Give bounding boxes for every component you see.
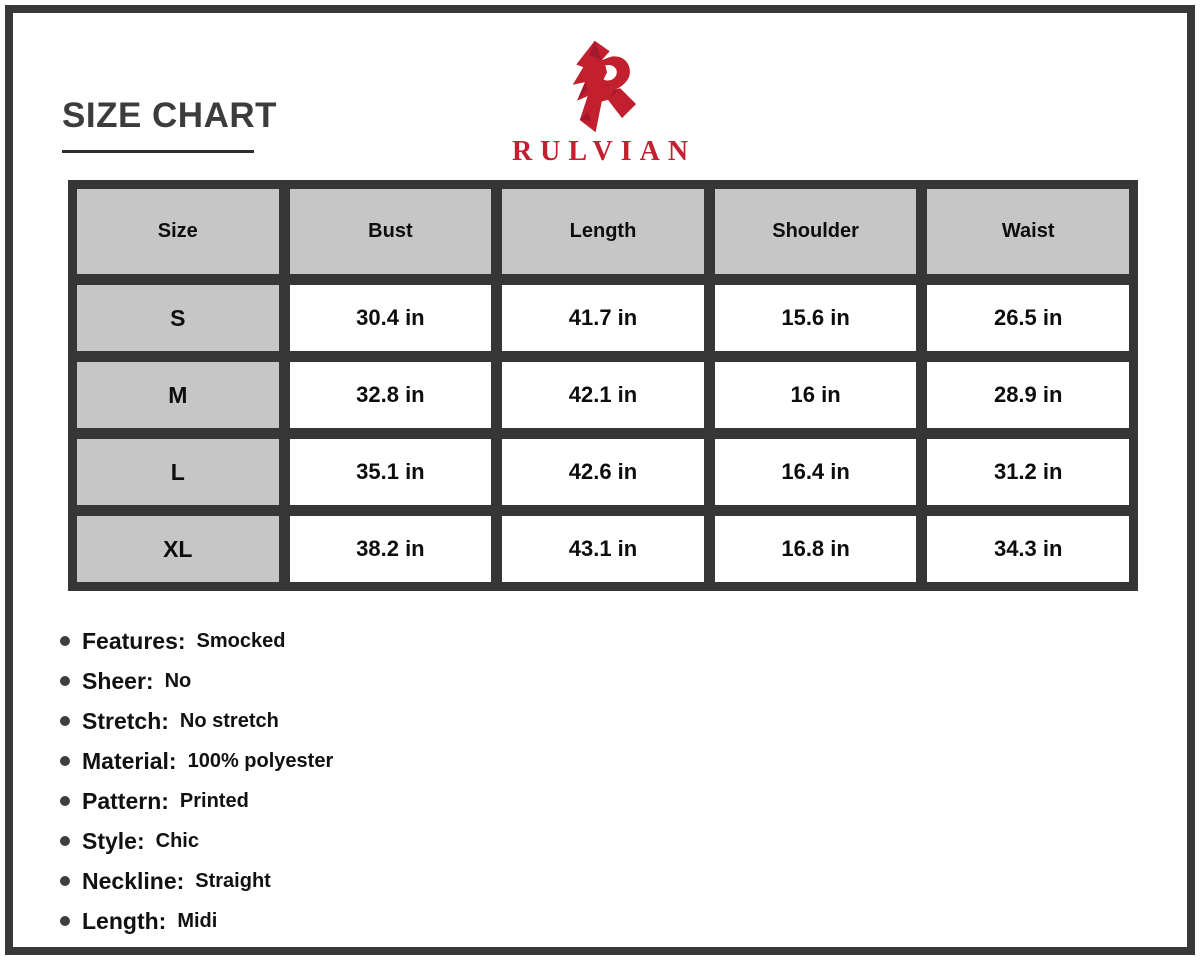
table-cell: 15.6 in bbox=[715, 285, 917, 351]
r-logo-icon bbox=[0, 38, 1200, 135]
bullet-dot-icon bbox=[60, 876, 70, 886]
table-cell: 16 in bbox=[715, 362, 917, 428]
list-item bbox=[60, 661, 333, 701]
list-item bbox=[60, 701, 333, 741]
list-item bbox=[60, 741, 333, 781]
bullet-dot-icon bbox=[60, 636, 70, 646]
bullet-dot-icon bbox=[60, 916, 70, 926]
table-cell: 26.5 in bbox=[927, 285, 1129, 351]
table-cell: 41.7 in bbox=[502, 285, 704, 351]
bullet-dot-icon bbox=[60, 676, 70, 686]
column-header-length: Length bbox=[502, 189, 704, 274]
list-item bbox=[60, 821, 333, 861]
bullet-dot-icon bbox=[60, 796, 70, 806]
bullet-dot-icon bbox=[60, 716, 70, 726]
table-cell: 16.4 in bbox=[715, 439, 917, 505]
column-header-waist: Waist bbox=[927, 189, 1129, 274]
detail-value: Smocked bbox=[196, 629, 286, 652]
table-cell: 34.3 in bbox=[927, 516, 1129, 582]
detail-label: Sheer: bbox=[82, 667, 154, 694]
detail-label: Features: bbox=[82, 627, 186, 654]
brand-name: RULVIAN bbox=[511, 136, 697, 167]
bullet-dot-icon bbox=[60, 756, 70, 766]
size-cell-s: S bbox=[77, 285, 279, 351]
list-item bbox=[60, 861, 333, 901]
table-cell: 30.4 in bbox=[290, 285, 492, 351]
detail-value: No stretch bbox=[179, 709, 279, 732]
table-cell: 42.1 in bbox=[502, 362, 704, 428]
detail-value: Midi bbox=[177, 909, 218, 932]
page-title: SIZE CHART bbox=[62, 96, 277, 135]
size-chart-table bbox=[68, 180, 1138, 591]
list-item bbox=[60, 901, 333, 941]
table-cell: 42.6 in bbox=[502, 439, 704, 505]
size-cell-m: M bbox=[77, 362, 279, 428]
brand-logo bbox=[0, 38, 1200, 168]
detail-label: Length: bbox=[82, 907, 167, 934]
detail-value: No bbox=[164, 669, 192, 692]
detail-label: Style: bbox=[82, 827, 145, 854]
table-cell: 43.1 in bbox=[502, 516, 704, 582]
column-header-bust: Bust bbox=[290, 189, 492, 274]
table-cell: 38.2 in bbox=[290, 516, 492, 582]
detail-value: Straight bbox=[195, 869, 271, 892]
bullet-dot-icon bbox=[60, 836, 70, 846]
detail-value: Chic bbox=[155, 829, 199, 852]
detail-label: Material: bbox=[82, 747, 177, 774]
table-cell: 32.8 in bbox=[290, 362, 492, 428]
table-cell: 31.2 in bbox=[927, 439, 1129, 505]
column-header-shoulder: Shoulder bbox=[715, 189, 917, 274]
table-cell: 16.8 in bbox=[715, 516, 917, 582]
detail-label: Neckline: bbox=[82, 867, 185, 894]
detail-label: Stretch: bbox=[82, 707, 169, 734]
list-item bbox=[60, 621, 333, 661]
list-item bbox=[60, 781, 333, 821]
detail-label: Pattern: bbox=[82, 787, 169, 814]
detail-value: 100% polyester bbox=[187, 749, 334, 772]
table-cell: 35.1 in bbox=[290, 439, 492, 505]
product-details-list bbox=[60, 621, 333, 941]
size-cell-xl: XL bbox=[77, 516, 279, 582]
size-cell-l: L bbox=[77, 439, 279, 505]
table-cell: 28.9 in bbox=[927, 362, 1129, 428]
column-header-size: Size bbox=[77, 189, 279, 274]
detail-value: Printed bbox=[179, 789, 249, 812]
